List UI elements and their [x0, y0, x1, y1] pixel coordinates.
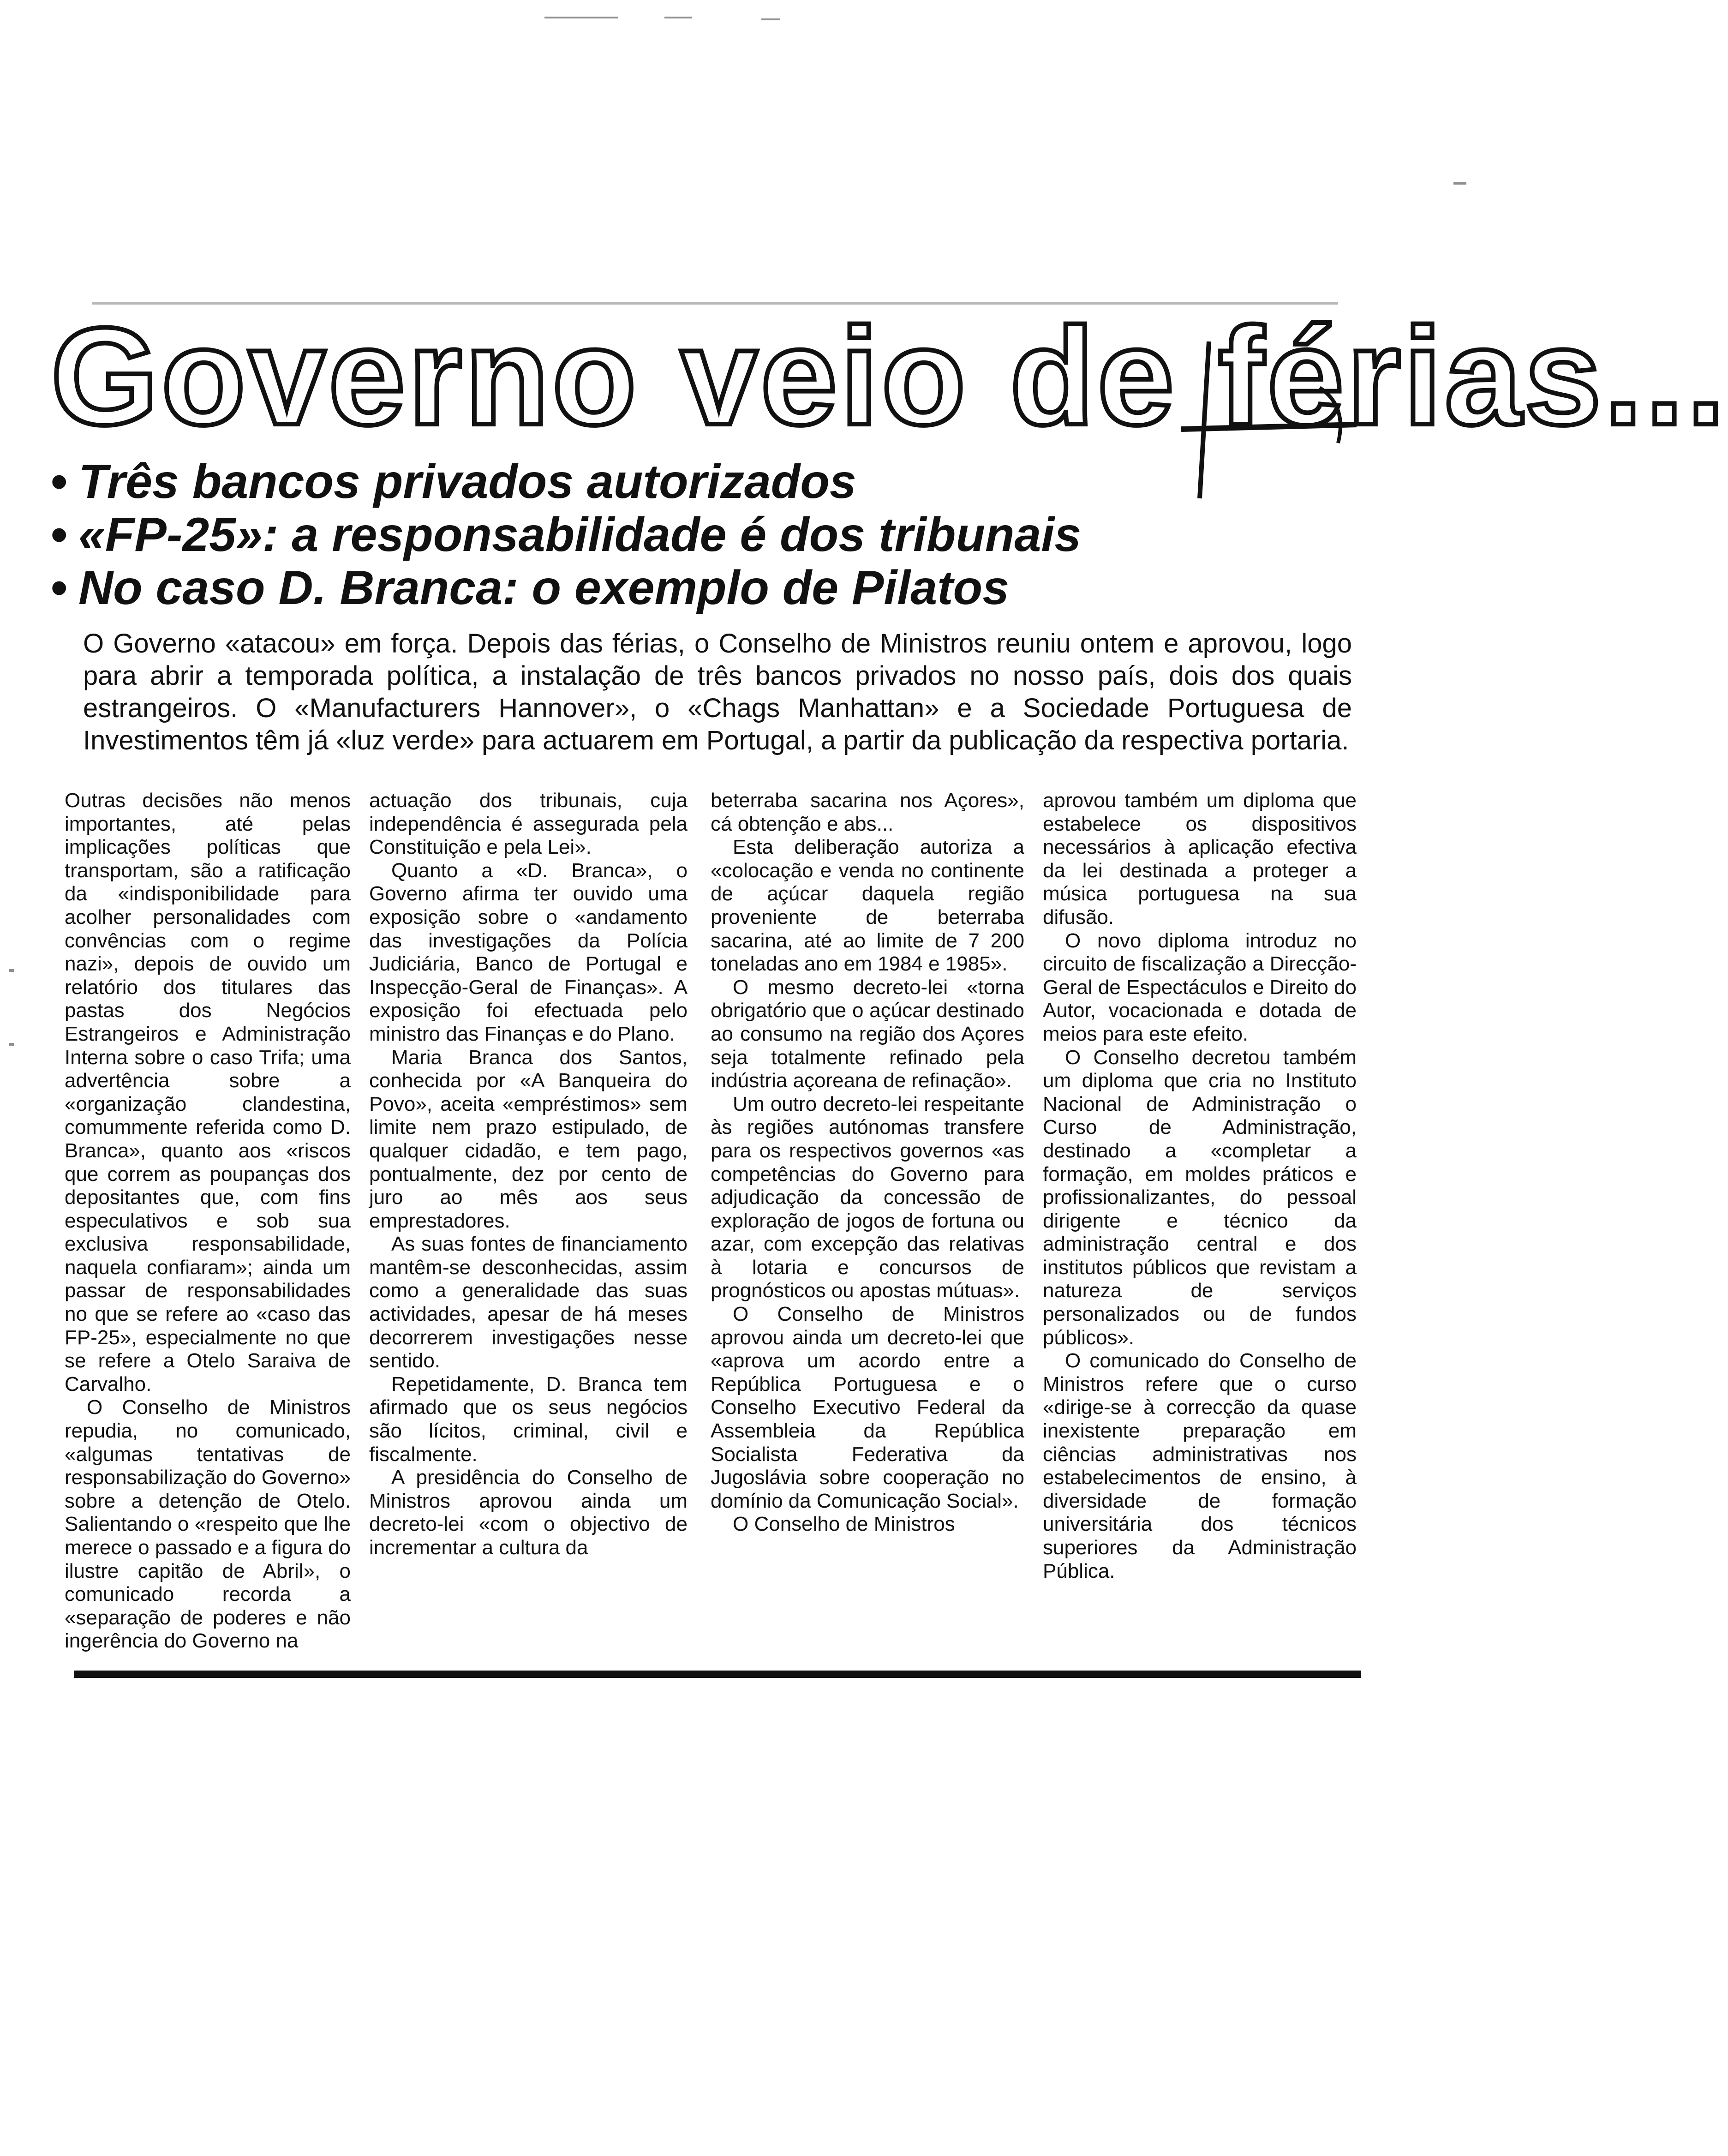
article-column-1 [65, 789, 351, 1652]
paragraph: As suas fontes de financiamento mantêm-se desconhecidas, assim como a generalidade das suas actividades, apesar de há meses decorrerem investigações nesse sentido. [369, 1233, 688, 1372]
subhead-banks: • Três bancos privados autorizados [51, 455, 856, 509]
lead-paragraph: O Governo «atacou» em força. Depois das férias, o Conselho de Ministros reuniu ontem e aprovou, logo para abrir a temporada política, a instalação de três bancos privados no nosso país, dois dos quais estrangeiros. O «Manufacturers Hannover», o «Chags Manhattan» e a Sociedade Portuguesa de Investimentos têm já «luz verde» para actuarem em Portugal, a partir da publicação da respectiva portaria. [83, 629, 1352, 755]
paragraph: O Conselho de Ministros repudia, no comunicado, «algumas tentativas de responsabilização do Governo» sobre a detenção de Otelo. Salientando o «respeito que lhe merece o passado e a figura do ilustre capitão de Abril», o comunicado recorda a «separação de poderes e não ingerência do Governo na [65, 1396, 351, 1653]
article-column-2 [369, 789, 688, 1652]
bottom-rule [74, 1671, 1361, 1678]
article-column-4 [1043, 789, 1357, 1652]
scan-speck [544, 17, 618, 18]
scan-speck [761, 18, 780, 20]
pen-mark-icon [1181, 332, 1375, 508]
paragraph: O comunicado do Conselho de Ministros refere que o curso «dirige-se à correcção da quase inexistente preparação em ciências administrativas nos estabelecimentos de ensino, à diversidade de formação universitária dos técnicos superiores da Administração Pública. [1043, 1349, 1357, 1582]
scan-speck [1453, 182, 1466, 185]
paragraph: Outras decisões não menos importantes, até pelas implicações políticas que transportam, são a ratificação da «indisponibilidade para acolher personalidades com convências com o regime nazi», depois de ouvido um relatório dos titulares das pastas dos Negócios Estrangeiros e Administração Interna sobre o caso Trifa; uma advertência sobre a «organização clandestina, comummente referida como D. Branca», quanto aos «riscos que correm as poupanças dos depositantes que, com fins especulativos e sob sua exclusiva responsabilidade, naquela confiaram»; ainda um passar de responsabilidades no que se refere ao «caso das FP-25», especialmente no que se refere a Otelo Saraiva de Carvalho. [65, 789, 351, 1395]
paragraph: actuação dos tribunais, cuja independência é assegurada pela Constituição e pela Lei». [369, 789, 688, 859]
article-column-3 [711, 789, 1024, 1652]
paragraph: O mesmo decreto-lei «torna obrigatório que o açúcar destinado ao consumo na região dos Açores seja totalmente refinado pela indústria açoreana de refinação». [711, 976, 1024, 1092]
scan-speck [664, 17, 692, 18]
paragraph: aprovou também um diploma que estabelece os dispositivos necessários à aplicação efectiva da lei destinada a proteger a música portuguesa na sua difusão. [1043, 789, 1357, 928]
scan-speck [9, 1043, 14, 1046]
subhead-fp25: • «FP-25»: a responsabilidade é dos tribunais [51, 508, 1082, 562]
paragraph: Quanto a «D. Branca», o Governo afirma ter ouvido uma exposição sobre o «andamento das investigações da Polícia Judiciária, Banco de Portugal e Inspecção-Geral de Finanças». A exposição foi efectuada pelo ministro das Finanças e do Plano. [369, 859, 688, 1045]
bullet-icon: • [51, 561, 68, 615]
paragraph: O Conselho de Ministros [733, 1513, 955, 1536]
bullet-icon: • [51, 508, 68, 562]
scan-speck [9, 969, 14, 972]
paragraph: beterraba sacarina nos Açores», cá obtenção e abs... [711, 789, 1024, 835]
bullet-icon: • [51, 455, 68, 509]
paragraph: O Conselho de Ministros aprovou ainda um decreto-lei que «aprova um acordo entre a República Portuguesa e o Conselho Executivo Federal da Assembleia da República Socialista Federativa da Jugoslávia sobre cooperação no domínio da Comunicação Social». [711, 1303, 1024, 1512]
paragraph: Esta deliberação autoriza a «colocação e venda no continente de açúcar daquela região proveniente de beterraba sacarina, até ao limite de 7 200 toneladas ano em 1984 e 1985». [711, 836, 1024, 976]
paragraph: O Conselho decretou também um diploma que cria no Instituto Nacional de Administração o Curso de Administração, destinado a «completar a formação, em moldes práticos e profissionalizantes, do pessoal dirigente e técnico da administração central e dos institutos públicos que revistam a natureza de serviços personalizados ou de fundos públicos». [1043, 1046, 1357, 1349]
subhead-dbranca: • No caso D. Branca: o exemplo de Pilatos [51, 561, 1010, 615]
paragraph: Repetidamente, D. Branca tem afirmado que os seus negócios são lícitos, criminal, civil e fiscalmente. [369, 1372, 688, 1466]
paragraph: Maria Branca dos Santos, conhecida por «A Banqueira do Povo», aceita «empréstimos» sem limite nem prazo estipulado, de qualquer cidadão, e tem pago, pontualmente, dez por cento de juro ao mês aos seus emprestadores. [369, 1046, 688, 1232]
paragraph: A presidência do Conselho de Ministros aprovou ainda um decreto-lei «com o objectivo de incrementar a cultura da [369, 1466, 688, 1559]
paragraph: Um outro decreto-lei respeitante às regiões autónomas transfere para os respectivos governos «as competências do Governo para adjudicação da concessão de exploração de jogos de fortuna ou azar, com excepção das relativas à lotaria e concursos de prognósticos ou apostas mútuas». [711, 1092, 1024, 1302]
paragraph: O novo diploma introduz no circuito de fiscalização a Direcção-Geral de Espectáculos e Direito do Autor, vocacionada e dotada de meios para este efeito. [1043, 929, 1357, 1045]
headline: Governo veio de férias... [51, 299, 1728, 454]
